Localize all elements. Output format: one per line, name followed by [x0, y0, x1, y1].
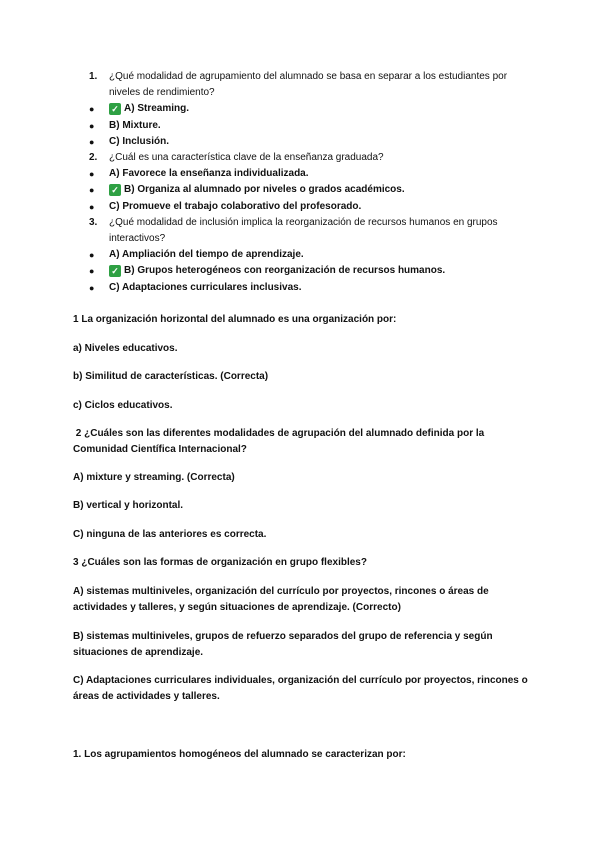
- paragraph: A) mixture y streaming. (Correcta): [73, 472, 235, 483]
- list-item-text: A) Streaming.: [124, 103, 190, 115]
- list-item-text: B) Grupos heterogéneos con reorganización de recursos humanos.: [124, 265, 446, 277]
- check-mark-icon: ✓: [109, 103, 121, 115]
- bullet-marker: ●: [89, 250, 95, 261]
- bullet-marker: ●: [89, 201, 95, 212]
- list-item-text: A) Ampliación del tiempo de aprendizaje.: [109, 249, 304, 261]
- list-item-text: ¿Qué modalidad de inclusión implica la reorganización de recursos humanos en grupos interactivos?: [109, 216, 498, 245]
- bullet-marker: ●: [89, 104, 95, 115]
- list-item-option: [73, 101, 533, 117]
- list-item-option: [73, 199, 533, 215]
- paragraph: c) Ciclos educativos.: [73, 400, 173, 411]
- bullet-marker: ●: [89, 282, 95, 293]
- list-item-text: C) Promueve el trabajo colaborativo del profesorado.: [109, 200, 362, 212]
- paragraph: C) ninguna de las anteriores es correcta.: [73, 529, 267, 540]
- list-item-text: B) Organiza al alumnado por niveles o grados académicos.: [124, 184, 405, 196]
- list-item-option: [73, 263, 533, 279]
- number-marker: 2.: [89, 152, 98, 164]
- list-item-option: [73, 166, 533, 182]
- bullet-marker: ●: [89, 120, 95, 131]
- paragraph: B) sistemas multiniveles, grupos de refuerzo separados del grupo de referencia y según situaciones de aprendizaje.: [73, 631, 496, 659]
- check-mark-icon: ✓: [109, 265, 121, 277]
- list-item-text: C) Adaptaciones curriculares inclusivas.: [109, 281, 302, 293]
- bullet-marker: ●: [89, 136, 95, 147]
- list-item-question: [73, 150, 533, 166]
- paragraph: 1. Los agrupamientos homogéneos del alumnado se caracterizan por:: [73, 749, 406, 760]
- paragraph: A) sistemas multiniveles, organización del currículo por proyectos, rincones o áreas de actividades y talleres, y según situaciones de aprendizaje. (Correcto): [73, 586, 492, 614]
- paragraph: 3 ¿Cuáles son las formas de organización en grupo flexibles?: [73, 557, 367, 568]
- list-item-text: A) Favorece la enseñanza individualizada.: [109, 168, 309, 180]
- paragraph: C) Adaptaciones curriculares individuales, organización del currículo por proyectos, rincones o áreas de actividades y talleres.: [73, 675, 531, 703]
- paragraph: B) vertical y horizontal.: [73, 500, 184, 511]
- list-item-option: [73, 134, 533, 150]
- check-mark-icon: ✓: [109, 184, 121, 196]
- number-marker: 1.: [89, 71, 98, 82]
- paragraph: 1 La organización horizontal del alumnado es una organización por:: [73, 314, 397, 325]
- list-item-option: [73, 247, 533, 263]
- list-item-option: [73, 182, 533, 198]
- list-item-question: [73, 69, 533, 101]
- list-item-text: B) Mixture.: [109, 119, 161, 131]
- list-item-option: [73, 118, 533, 134]
- paragraph: a) Niveles educativos.: [73, 343, 178, 354]
- list-item-option: [73, 280, 533, 296]
- list-item-question: [73, 215, 533, 247]
- list-item-text: ¿Cuál es una característica clave de la enseñanza graduada?: [109, 152, 384, 164]
- list-item-text: C) Inclusión.: [109, 135, 169, 147]
- paragraph: b) Similitud de características. (Correcta): [73, 371, 269, 382]
- bullet-marker: ●: [89, 169, 95, 180]
- paragraph: 2 ¿Cuáles son las diferentes modalidades de agrupación del alumnado definida por la Comunidad Científica Internacional?: [73, 428, 487, 456]
- quiz-list: [73, 69, 533, 296]
- bullet-marker: ●: [89, 185, 95, 196]
- bullet-marker: ●: [89, 266, 95, 277]
- list-item-text: ¿Qué modalidad de agrupamiento del alumnado se basa en separar a los estudiantes por niveles de rendimiento?: [109, 71, 508, 99]
- number-marker: 3.: [89, 216, 98, 228]
